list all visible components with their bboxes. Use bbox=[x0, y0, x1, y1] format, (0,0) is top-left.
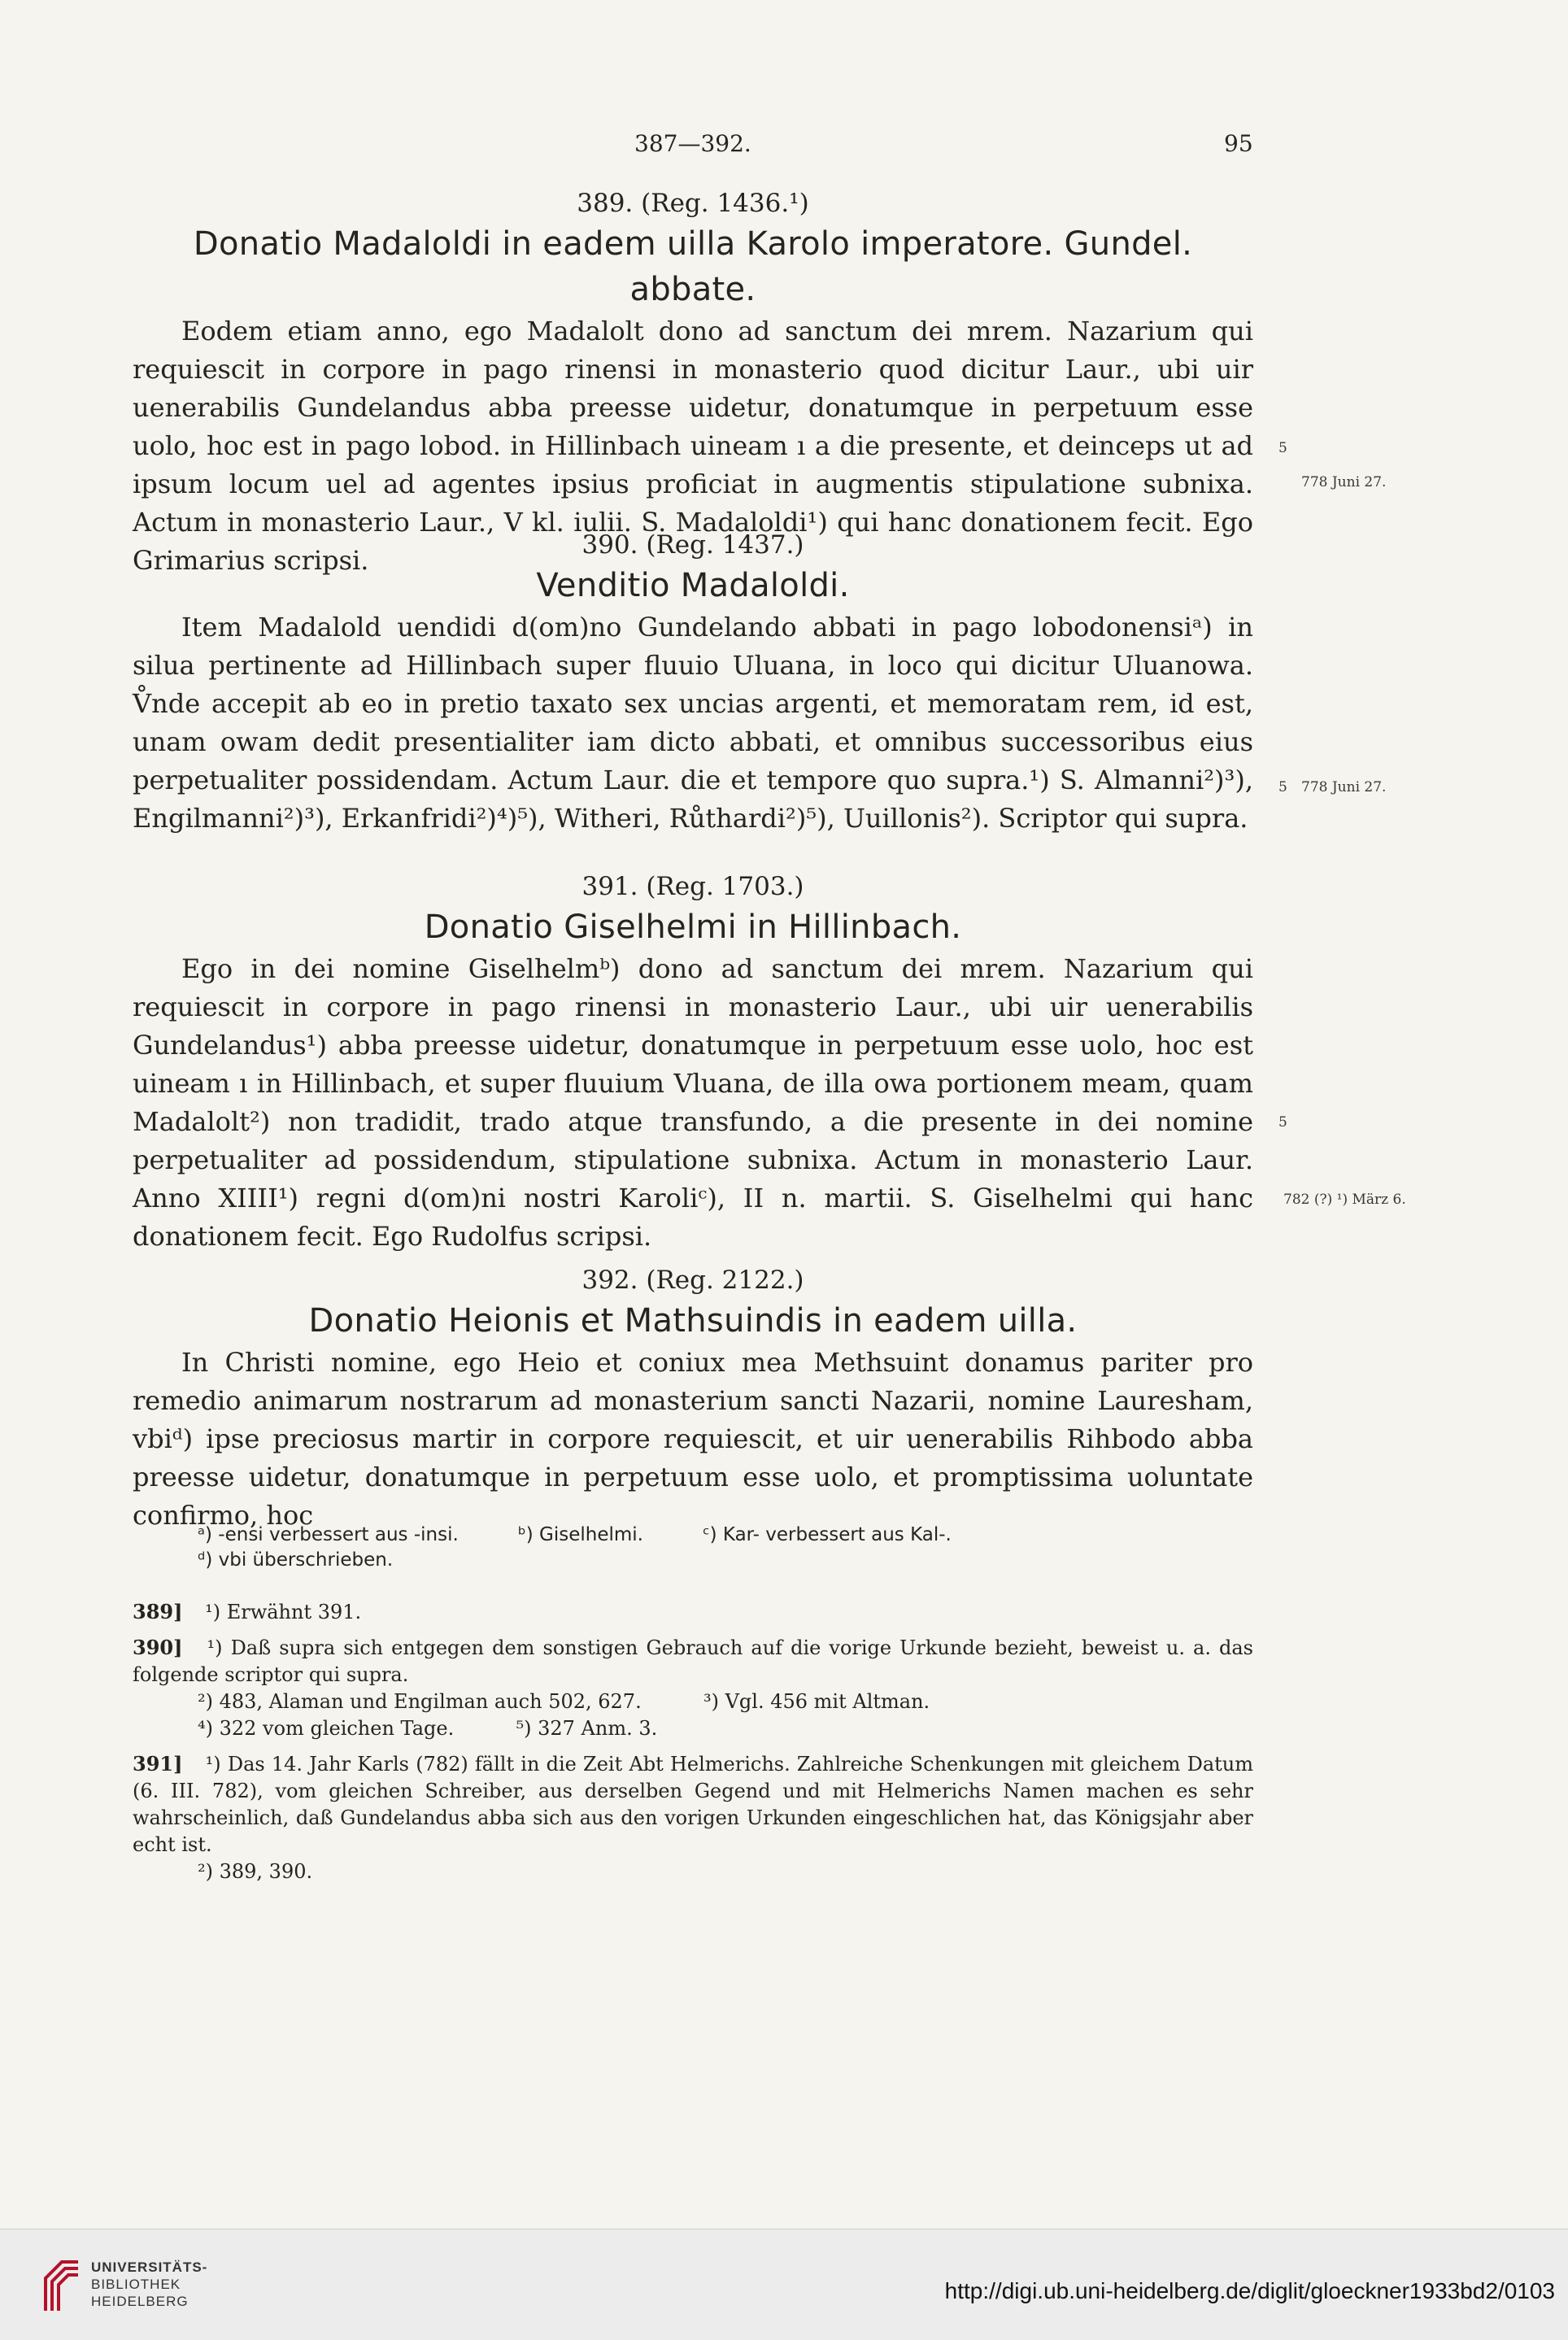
line-number: 5 bbox=[1278, 779, 1287, 795]
charter-392 bbox=[133, 1262, 1253, 1535]
footnotes bbox=[133, 1598, 1253, 1885]
text-note: ᵃ) -ensi verbessert aus -insi. ᵇ) Giselhelmi. ᶜ) Kar- verbessert aus Kal-. bbox=[198, 1524, 952, 1545]
footnote-389: 389] ¹) Erwähnt 391. bbox=[133, 1600, 362, 1623]
viewer-footer bbox=[0, 2229, 1568, 2340]
charter-389 bbox=[133, 185, 1253, 580]
library-name: UNIVERSITÄTS- BIBLIOTHEK HEIDELBERG bbox=[91, 2259, 208, 2309]
charter-title: Donatio Heionis et Mathsuindis in eadem uilla. bbox=[308, 1302, 1078, 1340]
footnote-ref: 391] bbox=[133, 1752, 183, 1776]
margin-date: 778 Juni 27. bbox=[1301, 779, 1387, 795]
charter-391 bbox=[133, 869, 1253, 1256]
charter-text: Ego in dei nomine Giselhelmᵇ) dono ad sanctum dei mrem. Nazarium qui requiescit in corpore in pago rinensi in monasterio Laur., ubi uir uenerabilis Gundelandus¹) abba preesse uidetur, donatumque in perpetuum esse uolo, hoc est uineam ı in Hillinbach, et super fluuium Vluana, de illa owa portionem meam, quam Madalolt²) non tradidit, trado atque transfundo, a die presente in dei nomine perpetualiter ad possidendum, stipulatione subnixa. Actum in monasterio Laur. Anno XIIII¹) regni d(om)ni nostri Karoliᶜ), II n. martii. S. Giselhelmi qui hanc donationem fecit. Ego Rudolfus scripsi. bbox=[133, 953, 1253, 1252]
footnote-ref: 390] bbox=[133, 1636, 183, 1659]
charter-390 bbox=[133, 527, 1253, 838]
charter-number: 390. (Reg. 1437.) bbox=[581, 530, 804, 560]
page-number: 95 bbox=[1224, 130, 1253, 157]
margin-date: 778 Juni 27. bbox=[1301, 474, 1387, 490]
footnote-391: 391] ¹) Das 14. Jahr Karls (782) fällt in die Zeit Abt Helmerichs. Zahlreiche Schenkungen mit gleichem Datum (6. III. 782), vom gleichen Schreiber, aus derselben Gegend und mit Helmerichs Namen machen es sehr wahrscheinlich, daß Gundelandus abba sich aus den vorigen Urkunden eingeschlichen hat, das Königsjahr aber echt ist. ²) 389, 390. bbox=[133, 1752, 1254, 1883]
page-range: 387—392. bbox=[634, 130, 751, 157]
charter-number: 392. (Reg. 2122.) bbox=[581, 1266, 804, 1295]
line-number: 5 bbox=[1278, 1114, 1287, 1131]
charter-text: Item Madalold uendidi d(om)no Gundelando abbati in pago lobodonensiᵃ) in silua pertinente ad Hillinbach super fluuio Uluana, in loco qui dicitur Uluanowa. V̊nde accepit ab eo in pretio taxato sex uncias argenti, et memoratam rem, id est, unam owam dedit presentialiter iam dicto abbati, et omnibus successoribus eius perpetualiter possidendam. Actum Laur. die et tempore quo supra.¹) S. Almanni²)³), Engilmanni²)³), Erkanfridi²)⁴)⁵), Witheri, Růthardi²)⁵), Uuillonis²). Scriptor qui supra. bbox=[133, 612, 1253, 834]
charter-text: In Christi nomine, ego Heio et coniux mea Methsuint donamus pariter pro remedio animarum nostrarum ad monasterium sancti Nazarii, nomine Lauresham, vbiᵈ) ipse preciosus martir in corpore requiescit, et uir uenerabilis Rihbodo abba preesse uidetur, donatumque in perpetuum esse uolo, et promptissima uoluntate confirmo, hoc bbox=[133, 1347, 1253, 1531]
permalink-url[interactable]: http://digi.ub.uni-heidelberg.de/diglit/gloeckner1933bd2/0103 bbox=[944, 2278, 1555, 2303]
text-note: ᵈ) vbi überschrieben. bbox=[198, 1549, 394, 1571]
charter-number: 389. (Reg. 1436.¹) bbox=[577, 189, 809, 218]
footnote-390: 390] ¹) Daß supra sich entgegen dem sonstigen Gebrauch auf die vorige Urkunde bezieht, beweist u. a. das folgende scriptor qui supra. ²) 483, Alaman und Engilman auch 502, 627. ³) Vgl. 456 mit Altman. ⁴) 322 vom gleichen Tage. ⁵) 327 Anm. 3. bbox=[133, 1636, 1254, 1740]
charter-number: 391. (Reg. 1703.) bbox=[581, 872, 804, 901]
line-number: 5 bbox=[1278, 440, 1287, 456]
charter-text: Eodem etiam anno, ego Madalolt dono ad sanctum dei mrem. Nazarium qui requiescit in corpore in pago rinensi in monasterio quod dicitur Laur., ubi uir uenerabilis Gundelandus abba preesse uidetur, donatumque in perpetuum esse uolo, hoc est in pago lobod. in Hillinbach uineam ı a die presente, et deinceps ut ad ipsum locum uel ad agentes ipsius proficiat in augmentis stipulatione subnixa. Actum in monasterio Laur., V kl. iulii. S. Madaloldi¹) qui hanc donationem fecit. Ego Grimarius scripsi. bbox=[133, 316, 1253, 576]
margin-date: 782 (?) ¹) März 6. bbox=[1283, 1192, 1406, 1208]
textual-apparatus bbox=[133, 1523, 1253, 1573]
charter-title: Venditio Madaloldi. bbox=[536, 567, 850, 604]
footnote-ref: 389] bbox=[133, 1600, 183, 1623]
charter-title: Donatio Giselhelmi in Hillinbach. bbox=[424, 909, 962, 946]
charter-title: Donatio Madaloldi in eadem uilla Karolo imperatore. Gundel. abbate. bbox=[193, 225, 1193, 308]
library-logo-icon bbox=[41, 2254, 83, 2312]
